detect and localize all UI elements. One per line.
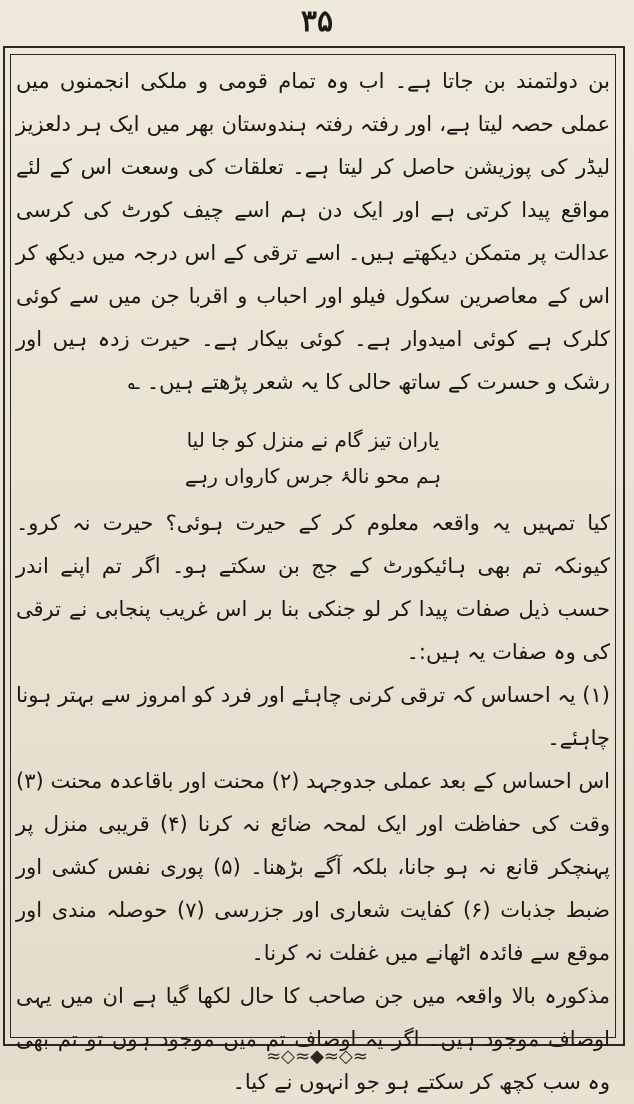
list-item-1: (۱) یہ احساس کہ ترقی کرنی چاہئے اور فرد کو امروز سے بہتر ہونا چاہئے۔ — [16, 683, 610, 750]
paragraph-3: اس احساس کے بعد عملی جدوجہد (۲) محنت اور باقاعدہ محنت (۳) وقت کی حفاظت اور ایک لمحہ ضائع نہ کرنا (۴) قریبی منزل پر پہنچکر قانع نہ ہو جانا، بلکہ آگے بڑھنا۔ (۵) پوری نفس کشی اور ضبط جذبات (۶) کفایت شعاری اور جزرسی (۷) حوصلہ مندی اور موقع سے فائدہ اٹھانے میں غفلت نہ کرنا۔ — [16, 769, 611, 965]
paragraph-4: مذکورہ بالا واقعہ میں جن صاحب کا حال لکھا گیا ہے ان میں یہی اوصاف موجود ہیں۔ اگر یہ اوصاف تم میں موجود ہوں تو تم بھی وہ سب کچھ کر سکتے ہو جو انہوں نے کیا۔ — [16, 984, 610, 1094]
verse — [16, 422, 610, 494]
verse-line-1: یاران تیز گام نے منزل کو جا لیا — [186, 428, 440, 452]
verse-line-2: ہم محو نالۂ جرس کارواں رہے — [184, 464, 442, 488]
page-number: ۳۵ — [300, 4, 334, 39]
paragraph-2: کیا تمہیں یہ واقعہ معلوم کر کے حیرت ہوئی؟ حیرت نہ کرو۔ کیونکہ تم بھی ہائیکورٹ کے جج بن سکتے ہو۔ اگر تم اپنے اندر حسب ذیل صفات پیدا کر لو جنکی بنا بر اس غریب پنجابی نے ترقی کی وہ صفات یہ ہیں:۔ — [16, 511, 610, 664]
paragraph-1: بن دولتمند بن جاتا ہے۔ اب وہ تمام قومی و ملکی انجمنوں میں عملی حصہ لیتا ہے، اور رفتہ رفتہ ہندوستان بھر میں ایک ہر دلعزیز لیڈر کی پوزیشن حاصل کر لیتا ہے۔ تعلقات کی وسعت اس کے لئے مواقع پیدا کرتی ہے اور ایک دن ہم اسے چیف کورٹ کی کرسی عدالت پر متمکن دیکھتے ہیں۔ اسے ترقی کے اس درجہ میں دیکھ کر اس کے معاصرین سکول فیلو اور احباب و اقربا جن میں سے کوئی کلرک ہے کوئی امیدوار ہے۔ کوئی بیکار ہے۔ حیرت زدہ ہیں اور رشک و حسرت کے ساتھ حالی کا یہ شعر پڑھتے ہیں۔ ؎ — [16, 69, 610, 394]
page-body — [16, 60, 610, 1104]
footer-ornament: ≈◇≈◆≈◇≈ — [266, 1046, 368, 1067]
